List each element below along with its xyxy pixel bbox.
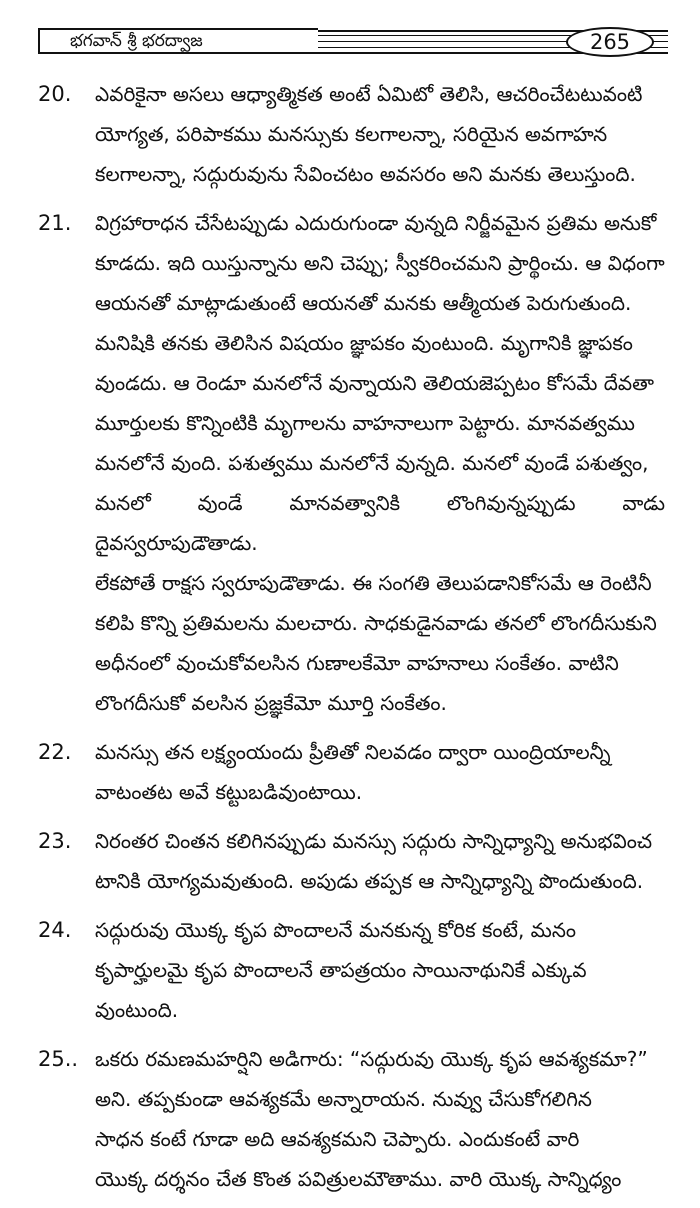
list-item — [0, 1039, 700, 1199]
numbered-list — [0, 74, 700, 1208]
item-number: 20. — [38, 82, 72, 106]
page-number: 265 — [566, 27, 654, 57]
item-number: 22. — [38, 740, 72, 764]
item-number: 25.. — [38, 1047, 79, 1071]
running-header — [38, 28, 668, 56]
item-number: 24. — [38, 918, 72, 942]
item-number: 21. — [38, 211, 72, 235]
item-text: ఒకరు రమణమహర్షిని అడిగారు: “సద్గురువు యొక్క కృప ఆవశ్యకమా?” అని. తప్పకుండా ఆవశ్యకమే అన్నారాయన. నువ్వు చేసుకోగలిగిన సాధన కంటే గూడా అది ఆవశ్యకమని చెప్పారు. ఎందుకంటే వారి యొక్క దర్శనం చేత కొంత పవిత్రులమౌతాము. వారి యొక్క సాన్నిధ్యం — [95, 1047, 648, 1191]
list-item — [0, 910, 700, 1030]
item-number: 23. — [38, 829, 72, 853]
item-text: ఎవరికైనా అసలు ఆధ్యాత్మికత అంటే ఏమిటో తెలిసి, ఆచరించేటటువంటి యోగ్యత, పరిపాకము మనస్సుకు కలగాలన్నా, సరియైన అవగాహన కలగాలన్నా, సద్గురువును సేవించటం అవసరం అని మనకు తెలుస్తుంది. — [95, 82, 643, 186]
list-item — [0, 821, 700, 901]
list-item — [0, 732, 700, 812]
item-text: సద్గురువు యొక్క కృప పొందాలనే మనకున్న కోరిక కంటే, మనం కృపార్హులమై కృప పొందాలనే తాపత్రయం సాయినాథునికే ఎక్కువ వుంటుంది. — [95, 918, 587, 1022]
list-item — [0, 203, 700, 723]
book-title: భగవాన్ శ్రీ భరద్వాజ — [38, 28, 318, 54]
list-item — [0, 74, 700, 194]
item-text: నిరంతర చింతన కలిగినప్పుడు మనస్సు సద్గురు సాన్నిధ్యాన్ని అనుభవించ టానికి యోగ్యమవుతుంది. అపుడు తప్పక ఆ సాన్నిధ్యాన్ని పొందుతుంది. — [95, 829, 653, 893]
item-text: విగ్రహారాధన చేసేటప్పుడు ఎదురుగుండా వున్నది నిర్జీవమైన ప్రతిమ అనుకో కూడదు. ఇది యిస్తున్నాను అని చెప్పు; స్వీకరించమని ప్రార్థించు. ఆ విధంగా ఆయనతో మాట్లాడుతుంటే ఆయనతో మనకు ఆత్మీయత పెరుగుతుంది. మనిషికి తనకు తెలిసిన విషయం జ్ఞాపకం వుంటుంది. మృగానికి జ్ఞాపకం వుండదు. ఆ రెండూ మనలోనే వున్నాయని తెలియజెప్పటం కోసమే దేవతా మూర్తులకు కొన్నింటికి మృగాలను వాహనాలుగా పెట్టారు. మానవత్వము మనలోనే వుంది. పశుత్వము మనలోనే వున్నది. మనలో వుండే పశుత్వం, మనలో వుండే మానవత్వానికి లొంగివున్నప్పుడు వాడు దైవస్వరూపుడౌతాడు. లేకపోతే రాక్షస స్వరూపుడౌతాడు. ఈ సంగతి తెలుపడానికోసమే ఆ రెంటినీ కలిపి కొన్ని ప్రతిమలను మలచారు. సాధకుడైనవాడు తనలో లొంగదీసుకుని అధీనంలో వుంచుకోవలసిన గుణాలకేమో వాహనాలు సంకేతం. వాటిని లొంగదీసుకో వలసిన ప్రజ్ఞకేమో మూర్తి సంకేతం. — [95, 211, 665, 715]
item-text: మనస్సు తన లక్ష్యంయందు ప్రీతితో నిలవడం ద్వారా యింద్రియాలన్నీ వాటంతట అవే కట్టుబడివుంటాయి. — [95, 740, 611, 804]
